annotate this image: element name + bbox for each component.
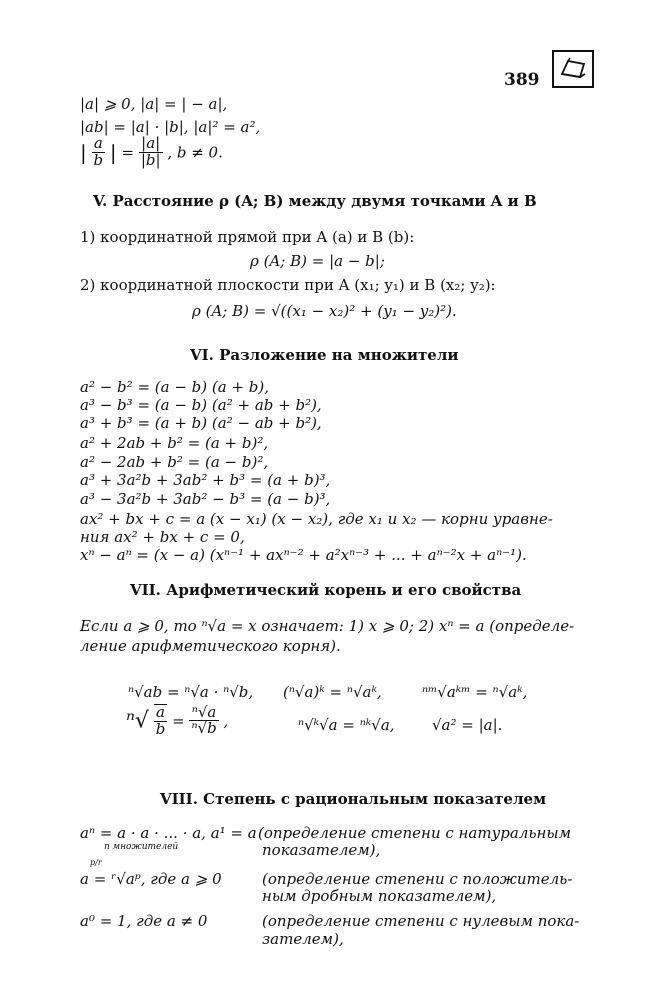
power-formula-1: aⁿ = a · a · ... · a, a¹ = a — [80, 824, 257, 842]
factor-line-8: ax² + bx + c = a (x − x₁) (x − x₂), где x₁ и x₂ — корни уравне- — [80, 510, 553, 528]
factor-line-9: ния ax² + bx + c = 0, — [80, 528, 245, 546]
frac-num-a: a — [92, 136, 106, 153]
factor-line-5: a² − 2ab + b² = (a − b)², — [80, 453, 269, 471]
factor-line-2: a³ − b³ = (a − b) (a² + ab + b²), — [80, 396, 322, 414]
power-formula-3: a⁰ = 1, где a ≠ 0 — [80, 912, 208, 930]
frac-num-abs-a: |a| — [139, 136, 163, 153]
power-desc-3b: зателем), — [262, 930, 344, 948]
page-number: 389 — [504, 70, 540, 90]
abs-prop-line2: |ab| = |a| · |b|, |a|² = a², — [80, 118, 261, 136]
section5-title: V. Расстояние ρ (A; B) между двумя точками A и B — [93, 192, 537, 210]
power-desc-2a: (определение степени с положитель- — [262, 870, 573, 888]
root-frac-num: a — [154, 705, 168, 722]
root-formula-2: (ⁿ√a)ᵏ = ⁿ√aᵏ, — [283, 683, 382, 701]
abs-prop-line3-tail: , b ≠ 0. — [167, 143, 223, 162]
book-icon — [552, 50, 594, 88]
root-rnum: ⁿ√a — [189, 705, 218, 722]
power-desc-3a: (определение степени с нулевым пока- — [262, 912, 580, 930]
section7-intro2: ление арифметического корня). — [80, 637, 341, 655]
power-formula-2-exp: p/r — [90, 858, 102, 867]
root-formula-5: ⁿ√ᵏ√a = ⁿᵏ√a, — [298, 716, 395, 734]
power-desc-1b: показателем), — [262, 841, 381, 859]
section5-formula1: ρ (A; B) = |a − b|; — [250, 252, 385, 270]
root-eq: = — [172, 711, 185, 730]
frac-den-b: b — [93, 150, 104, 169]
power-formula-1-sub: n множителей — [104, 842, 179, 852]
abs-prop-line1: |a| ⩾ 0, |a| = | − a|, — [80, 95, 228, 113]
factor-line-1: a² − b² = (a − b) (a + b), — [80, 378, 270, 396]
power-desc-1a: (определение степени с натуральным — [258, 824, 572, 842]
power-formula-2: a = ʳ√aᵖ, где a ⩾ 0 — [80, 870, 222, 888]
frac-den-abs-b: |b| — [140, 150, 161, 169]
root-sign: ⁿ√ — [126, 708, 149, 734]
factor-line-3: a³ + b³ = (a + b) (a² − ab + b²), — [80, 414, 322, 432]
section6-title: VI. Разложение на множители — [190, 346, 459, 364]
root-formula-1: ⁿ√ab = ⁿ√a · ⁿ√b, — [128, 683, 254, 701]
factor-line-4: a² + 2ab + b² = (a + b)², — [80, 434, 269, 452]
root-tail: , — [223, 711, 229, 730]
section7-intro1: Если a ⩾ 0, то ⁿ√a = x означает: 1) x ⩾ 0; 2) xⁿ = a (определе- — [80, 617, 575, 635]
abs-prop-line3: | $\frac{a}{b}$ | = $\frac{|a|}{|b|}$ , b ≠ 0. — [80, 134, 223, 169]
factor-line-10: xⁿ − aⁿ = (x − a) (xⁿ⁻¹ + axⁿ⁻² + a²xⁿ⁻³ + ... + aⁿ⁻²x + aⁿ⁻¹). — [80, 546, 527, 564]
section5-item1: 1) координатной прямой при A (a) и B (b): — [80, 228, 415, 246]
section5-item2: 2) координатной плоскости при A (x₁; y₁) и B (x₂; y₂): — [80, 276, 496, 294]
root-formula-3: ⁿᵐ√aᵏᵐ = ⁿ√aᵏ, — [422, 683, 528, 701]
section7-title: VII. Арифметический корень и его свойства — [130, 581, 522, 599]
power-desc-2b: ным дробным показателем), — [262, 887, 497, 905]
section8-title: VIII. Степень с рациональным показателем — [160, 790, 547, 808]
root-formula-4 — [126, 704, 228, 738]
root-frac-den: b — [155, 719, 166, 738]
factor-line-7: a³ − 3a²b + 3ab² − b³ = (a − b)³, — [80, 490, 331, 508]
section5-formula2: ρ (A; B) = √((x₁ − x₂)² + (y₁ − y₂)²). — [192, 302, 457, 320]
factor-line-6: a³ + 3a²b + 3ab² + b³ = (a + b)³, — [80, 471, 331, 489]
root-rden: ⁿ√b — [191, 719, 217, 738]
root-formula-6: √a² = |a|. — [432, 716, 503, 734]
